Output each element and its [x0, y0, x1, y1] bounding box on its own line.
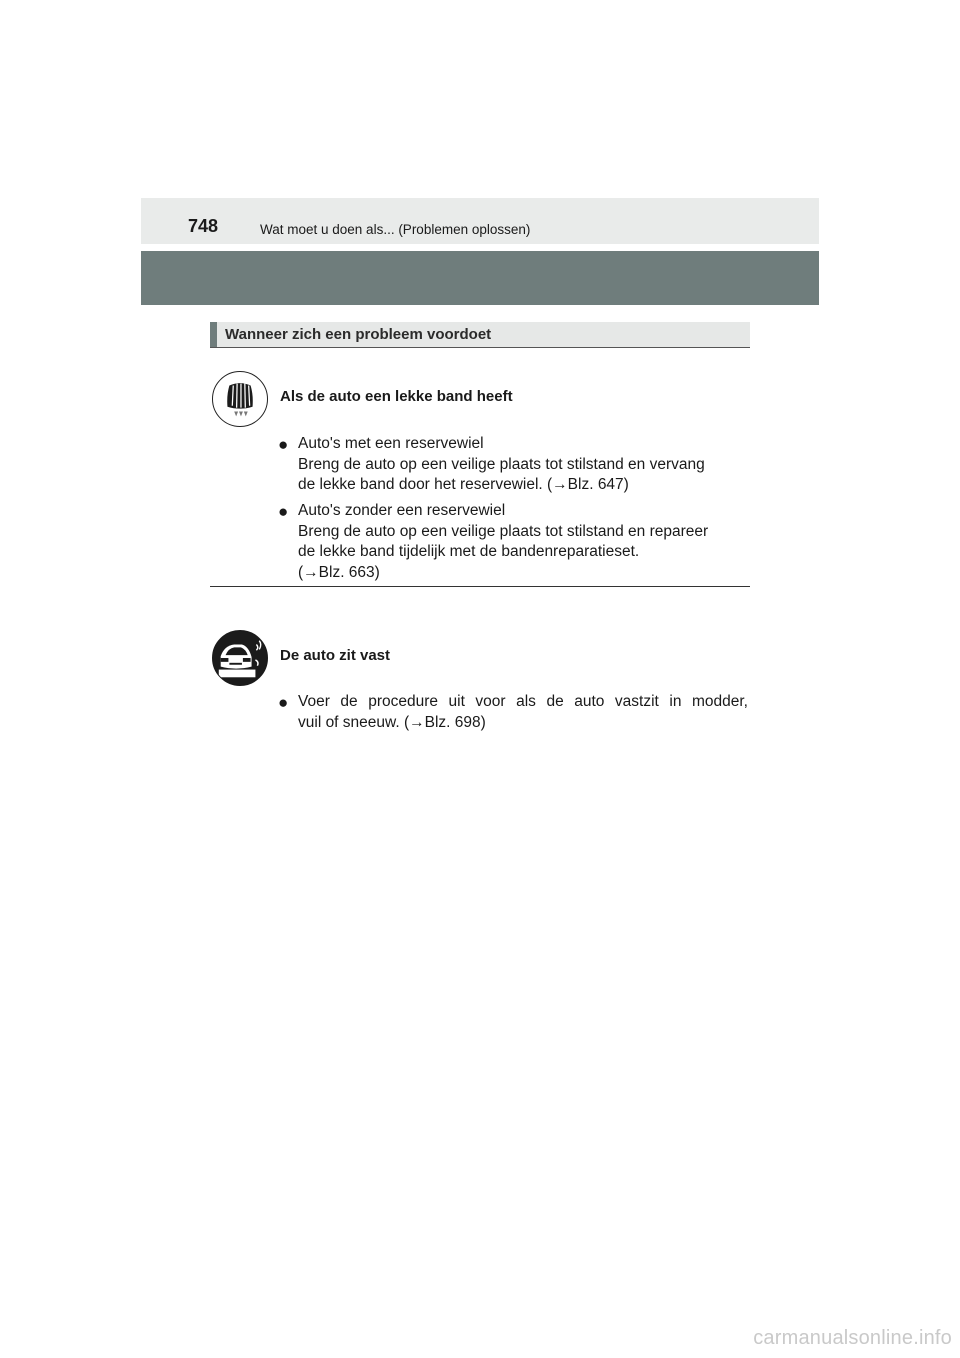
bullet-text: vuil of sneeuw. (→Blz. 698)	[298, 713, 486, 731]
chapter-band	[141, 251, 819, 305]
bullet-title: Auto's zonder een reservewiel	[298, 502, 506, 519]
stuck-car-icon	[212, 630, 268, 686]
section-heading	[210, 322, 750, 348]
bullet-text: de lekke band tijdelijk met de bandenreparatieset.	[298, 543, 640, 560]
stuck-heading: De auto zit vast	[280, 647, 391, 664]
bullet-text: Breng de auto op een veilige plaats tot stilstand en vervang	[298, 455, 705, 473]
bullet-title: Auto's met een reservewiel	[298, 435, 484, 452]
bullet-text: Voer de procedure uit voor als de auto vastzit in modder,	[298, 693, 748, 710]
section-heading-bar	[210, 322, 217, 347]
bullet-icon: ●	[278, 435, 289, 454]
bullet-text: de lekke band door het reservewiel. (→Blz. 647)	[298, 476, 629, 493]
flat-tire-icon	[212, 371, 268, 427]
list-item	[278, 692, 748, 733]
list-item	[278, 501, 748, 583]
page-number: 748	[188, 216, 219, 236]
bullet-icon: ●	[278, 693, 289, 712]
section-divider	[210, 586, 750, 587]
bullet-icon: ●	[278, 502, 289, 521]
chapter-title: Wat moet u doen als... (Problemen oplossen)	[260, 222, 531, 237]
bullet-text: (→Blz. 663)	[298, 563, 380, 581]
list-item	[278, 434, 748, 496]
header-band	[141, 198, 819, 244]
bullet-text: Breng de auto op een veilige plaats tot stilstand en repareer	[298, 522, 709, 540]
section-heading-text: Wanneer zich een probleem voordoet	[225, 326, 492, 343]
flat-tire-heading: Als de auto een lekke band heeft	[280, 388, 513, 405]
watermark: carmanualsonline.info	[753, 1327, 952, 1349]
